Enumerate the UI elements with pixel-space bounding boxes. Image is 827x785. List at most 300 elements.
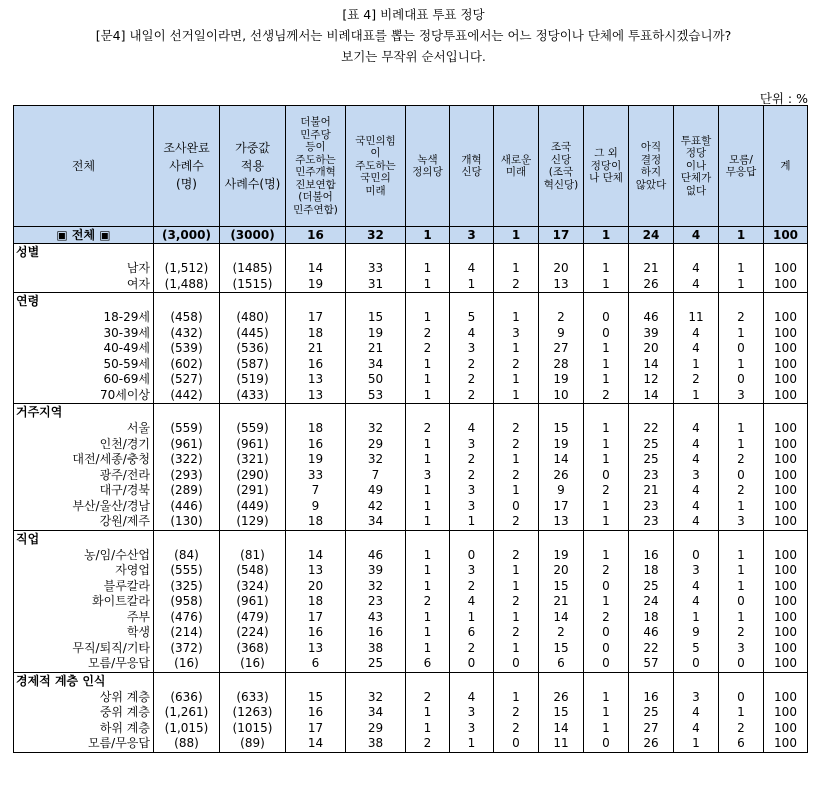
column-header-line: 진보연합 <box>295 178 336 191</box>
table-cell: 32 <box>346 452 406 468</box>
table-cell: 2 <box>674 372 719 388</box>
table-cell: 31 <box>346 277 406 293</box>
table-cell: 0 <box>719 468 764 484</box>
table-cell: 13 <box>286 563 346 579</box>
table-cell: 14 <box>286 261 346 277</box>
table-cell: (130) <box>154 514 220 530</box>
table-cell: 1 <box>584 421 629 437</box>
table-cell: (16) <box>220 656 286 672</box>
table-cell: (16) <box>154 656 220 672</box>
table-cell: 1 <box>406 357 450 373</box>
table-cell: 2 <box>719 483 764 499</box>
group-header-row <box>14 404 808 422</box>
empty-cell <box>154 672 220 690</box>
table-cell: 0 <box>719 656 764 672</box>
empty-cell <box>154 244 220 262</box>
column-header-line: 정의당 <box>412 166 443 178</box>
question-text: [문4] 내일이 선거일이라면, 선생님께서는 비례대표를 뽑는 정당투표에서는 어느 정당이나 단체에 투표하시겠습니까? <box>95 28 732 43</box>
table-cell: 100 <box>764 341 808 357</box>
empty-cell <box>539 530 584 548</box>
column-header-line: 없다 <box>685 184 707 197</box>
table-cell: 100 <box>764 548 808 564</box>
table-cell: 1 <box>406 610 450 626</box>
table-row <box>14 736 808 752</box>
table-cell: 1 <box>719 610 764 626</box>
table-cell: 29 <box>346 721 406 737</box>
table-cell: 0 <box>719 690 764 706</box>
table-cell: (433) <box>220 388 286 404</box>
table-cell: 17 <box>286 610 346 626</box>
table-row <box>14 357 808 373</box>
row-label: 상위 계층 <box>14 690 154 706</box>
table-cell: 4 <box>450 594 494 610</box>
table-cell: (519) <box>220 372 286 388</box>
table-cell: 100 <box>764 483 808 499</box>
table-cell: 5 <box>674 641 719 657</box>
header-row <box>14 106 808 227</box>
table-cell: 100 <box>764 310 808 326</box>
table-cell: (961) <box>220 594 286 610</box>
table-cell: 0 <box>584 326 629 342</box>
table-row <box>14 388 808 404</box>
table-cell: 0 <box>494 499 539 515</box>
table-cell: 23 <box>629 514 674 530</box>
table-cell: 33 <box>286 468 346 484</box>
table-cell: 4 <box>674 514 719 530</box>
table-cell: 1 <box>406 563 450 579</box>
empty-cell <box>286 530 346 548</box>
empty-cell <box>674 530 719 548</box>
table-cell: 0 <box>719 341 764 357</box>
table-cell: (539) <box>154 341 220 357</box>
table-cell: 19 <box>286 452 346 468</box>
table-cell: 32 <box>346 421 406 437</box>
table-cell: (476) <box>154 610 220 626</box>
table-cell: 4 <box>674 721 719 737</box>
table-cell: 3 <box>450 721 494 737</box>
empty-cell <box>629 530 674 548</box>
table-cell: 15 <box>539 421 584 437</box>
table-row <box>14 261 808 277</box>
table-cell: 100 <box>764 594 808 610</box>
table-cell: 4 <box>674 437 719 453</box>
table-cell: 9 <box>286 499 346 515</box>
table-row <box>14 705 808 721</box>
table-cell: 24 <box>629 227 674 244</box>
empty-cell <box>220 672 286 690</box>
table-row <box>14 563 808 579</box>
table-cell: 1 <box>719 563 764 579</box>
table-cell: 1 <box>406 277 450 293</box>
table-cell: 4 <box>450 690 494 706</box>
table-cell: 0 <box>584 625 629 641</box>
table-row <box>14 372 808 388</box>
table-cell: 15 <box>346 310 406 326</box>
table-cell: 1 <box>406 483 450 499</box>
table-row <box>14 548 808 564</box>
table-cell: 2 <box>494 721 539 737</box>
table-cell: 14 <box>286 548 346 564</box>
table-cell: 2 <box>719 452 764 468</box>
total-row <box>14 227 808 244</box>
table-row <box>14 437 808 453</box>
table-cell: (961) <box>154 437 220 453</box>
column-header-line: 않았다 <box>635 178 667 191</box>
table-cell: 2 <box>494 594 539 610</box>
table-cell: 1 <box>584 261 629 277</box>
table-cell: (1,261) <box>154 705 220 721</box>
table-cell: 43 <box>346 610 406 626</box>
table-cell: 1 <box>406 548 450 564</box>
table-cell: 100 <box>764 705 808 721</box>
table-cell: (1263) <box>220 705 286 721</box>
table-cell: 22 <box>629 421 674 437</box>
table-row <box>14 594 808 610</box>
group-label: 거주지역 <box>14 404 154 422</box>
column-header-line: 사례수(명) <box>224 177 281 191</box>
table-cell: 46 <box>629 625 674 641</box>
row-label: 60-69세 <box>14 372 154 388</box>
table-cell: 100 <box>764 499 808 515</box>
table-cell: 20 <box>539 261 584 277</box>
table-cell: (293) <box>154 468 220 484</box>
table-cell: 0 <box>584 310 629 326</box>
column-header-line: 새로운 <box>500 153 532 166</box>
table-cell: 21 <box>286 341 346 357</box>
table-cell: (3000) <box>220 227 286 244</box>
table-cell: 1 <box>406 227 450 244</box>
empty-cell <box>286 293 346 311</box>
column-header-line: 혁신당) <box>543 178 579 191</box>
empty-cell <box>406 293 450 311</box>
table-cell: 1 <box>674 610 719 626</box>
table-cell: 7 <box>286 483 346 499</box>
column-header-line: 개혁 <box>461 153 482 166</box>
table-cell: 100 <box>764 514 808 530</box>
column-header-line: 모름/ <box>729 153 753 166</box>
table-cell: 1 <box>584 437 629 453</box>
empty-cell <box>406 672 450 690</box>
table-cell: 1 <box>494 641 539 657</box>
table-cell: 3 <box>674 563 719 579</box>
table-row <box>14 452 808 468</box>
table-cell: 0 <box>674 656 719 672</box>
table-cell: 0 <box>584 736 629 752</box>
table-cell: 39 <box>629 326 674 342</box>
table-cell: (1515) <box>220 277 286 293</box>
table-cell: (480) <box>220 310 286 326</box>
row-label: 남자 <box>14 261 154 277</box>
table-cell: (321) <box>220 452 286 468</box>
column-header <box>450 106 494 227</box>
row-label: 부산/울산/경남 <box>14 499 154 515</box>
table-cell: 2 <box>494 548 539 564</box>
table-row <box>14 690 808 706</box>
table-cell: 1 <box>584 227 629 244</box>
table-cell: 24 <box>629 594 674 610</box>
table-cell: 1 <box>584 452 629 468</box>
table-cell: 2 <box>494 468 539 484</box>
table-cell: (290) <box>220 468 286 484</box>
table-cell: 50 <box>346 372 406 388</box>
table-cell: 100 <box>764 563 808 579</box>
group-label: 성별 <box>14 244 154 262</box>
group-header-row <box>14 530 808 548</box>
table-cell: 19 <box>346 326 406 342</box>
empty-cell <box>220 404 286 422</box>
table-cell: 25 <box>629 579 674 595</box>
table-cell: 9 <box>539 326 584 342</box>
table-cell: 0 <box>584 579 629 595</box>
table-cell: 1 <box>406 372 450 388</box>
column-header-line: 가중값 <box>235 141 270 155</box>
empty-cell <box>584 404 629 422</box>
row-label: 블루칼라 <box>14 579 154 595</box>
table-cell: 0 <box>584 656 629 672</box>
table-cell: 4 <box>674 705 719 721</box>
table-cell: 1 <box>450 277 494 293</box>
table-cell: 14 <box>286 736 346 752</box>
table-cell: 1 <box>584 721 629 737</box>
table-cell: 19 <box>539 548 584 564</box>
table-cell: 1 <box>406 437 450 453</box>
table-cell: 100 <box>764 656 808 672</box>
empty-cell <box>674 404 719 422</box>
table-cell: 29 <box>346 437 406 453</box>
table-cell: (587) <box>220 357 286 373</box>
table-cell: 1 <box>584 705 629 721</box>
table-cell: 2 <box>539 310 584 326</box>
row-label: 70세이상 <box>14 388 154 404</box>
table-cell: 3 <box>450 437 494 453</box>
empty-cell <box>584 672 629 690</box>
table-cell: 4 <box>674 579 719 595</box>
table-cell: 14 <box>629 357 674 373</box>
table-cell: 3 <box>674 690 719 706</box>
table-cell: 49 <box>346 483 406 499</box>
table-cell: 100 <box>764 326 808 342</box>
table-cell: 1 <box>406 641 450 657</box>
row-label: 서울 <box>14 421 154 437</box>
column-header-line: (명) <box>176 177 197 191</box>
empty-cell <box>450 244 494 262</box>
table-cell: 1 <box>584 594 629 610</box>
column-header-line: 조사완료 <box>163 141 210 155</box>
column-header-line: 신당 <box>461 166 482 178</box>
table-cell: 3 <box>719 514 764 530</box>
column-header-line: 신당 <box>550 153 572 166</box>
empty-cell <box>220 244 286 262</box>
table-cell: 16 <box>286 625 346 641</box>
row-label: 여자 <box>14 277 154 293</box>
table-row <box>14 721 808 737</box>
table-cell: 2 <box>719 625 764 641</box>
table-cell: (442) <box>154 388 220 404</box>
table-cell: 0 <box>450 548 494 564</box>
empty-cell <box>584 293 629 311</box>
table-row <box>14 579 808 595</box>
table-cell: 1 <box>494 610 539 626</box>
column-header <box>406 106 450 227</box>
table-cell: 1 <box>674 736 719 752</box>
table-cell: 1 <box>584 514 629 530</box>
empty-cell <box>346 404 406 422</box>
empty-cell <box>450 530 494 548</box>
table-cell: (214) <box>154 625 220 641</box>
table-cell: 100 <box>764 641 808 657</box>
table-cell: 1 <box>719 437 764 453</box>
table-cell: 1 <box>584 499 629 515</box>
column-header <box>346 106 406 227</box>
table-cell: 17 <box>286 721 346 737</box>
group-header-row <box>14 244 808 262</box>
table-cell: 18 <box>286 326 346 342</box>
column-header-line: 단체가 <box>680 172 712 185</box>
column-header-line: 주도하는 <box>355 159 396 172</box>
table-cell: 5 <box>450 310 494 326</box>
column-header-line: 민주당 <box>300 128 331 141</box>
table-cell: 4 <box>450 261 494 277</box>
table-cell: 1 <box>719 548 764 564</box>
table-cell: 3 <box>450 499 494 515</box>
table-cell: 26 <box>629 736 674 752</box>
table-cell: (89) <box>220 736 286 752</box>
column-header <box>286 106 346 227</box>
table-cell: 0 <box>584 468 629 484</box>
table-cell: 2 <box>406 341 450 357</box>
table-cell: 4 <box>674 261 719 277</box>
table-cell: 16 <box>286 357 346 373</box>
table-cell: 2 <box>494 625 539 641</box>
row-label: 40-49세 <box>14 341 154 357</box>
table-cell: 3 <box>450 227 494 244</box>
group-header-row <box>14 672 808 690</box>
table-cell: 9 <box>674 625 719 641</box>
table-cell: 4 <box>674 499 719 515</box>
table-cell: (324) <box>220 579 286 595</box>
table-cell: 4 <box>674 326 719 342</box>
column-header-line: 하지 <box>640 166 662 178</box>
table-cell: 16 <box>629 690 674 706</box>
table-cell: 18 <box>286 594 346 610</box>
table-cell: 1 <box>494 261 539 277</box>
table-cell: 1 <box>584 341 629 357</box>
table-cell: 1 <box>406 388 450 404</box>
table-cell: (548) <box>220 563 286 579</box>
table-cell: 13 <box>286 641 346 657</box>
table-row <box>14 468 808 484</box>
table-cell: 2 <box>584 610 629 626</box>
table-cell: 14 <box>539 452 584 468</box>
table-cell: 28 <box>539 357 584 373</box>
table-cell: 3 <box>719 641 764 657</box>
table-cell: 32 <box>346 690 406 706</box>
table-cell: 1 <box>674 357 719 373</box>
table-cell: (81) <box>220 548 286 564</box>
table-row <box>14 514 808 530</box>
table-cell: 25 <box>629 705 674 721</box>
table-row <box>14 341 808 357</box>
table-cell: 2 <box>406 421 450 437</box>
table-cell: 2 <box>494 277 539 293</box>
table-cell: 1 <box>494 372 539 388</box>
table-cell: (958) <box>154 594 220 610</box>
row-label: ▣ 전체 ▣ <box>14 227 154 244</box>
empty-cell <box>629 293 674 311</box>
table-cell: (479) <box>220 610 286 626</box>
table-cell: 4 <box>674 421 719 437</box>
table-cell: (325) <box>154 579 220 595</box>
table-cell: 2 <box>406 690 450 706</box>
table-cell: (372) <box>154 641 220 657</box>
row-label: 모름/무응답 <box>14 656 154 672</box>
table-cell: 2 <box>406 594 450 610</box>
table-cell: 100 <box>764 261 808 277</box>
table-cell: 16 <box>286 227 346 244</box>
table-cell: (449) <box>220 499 286 515</box>
table-cell: 1 <box>406 499 450 515</box>
table-cell: 22 <box>629 641 674 657</box>
table-cell: 21 <box>539 594 584 610</box>
column-header-line: 이 <box>370 147 381 160</box>
table-cell: 1 <box>719 261 764 277</box>
table-cell: 13 <box>539 514 584 530</box>
table-cell: 11 <box>539 736 584 752</box>
table-cell: 6 <box>406 656 450 672</box>
table-cell: 100 <box>764 579 808 595</box>
table-cell: 3 <box>450 705 494 721</box>
table-cell: 17 <box>539 227 584 244</box>
table-cell: 53 <box>346 388 406 404</box>
table-cell: 100 <box>764 421 808 437</box>
table-cell: 14 <box>539 721 584 737</box>
column-header <box>719 106 764 227</box>
empty-cell <box>346 672 406 690</box>
table-cell: (432) <box>154 326 220 342</box>
column-header <box>584 106 629 227</box>
table-row <box>14 625 808 641</box>
table-cell: 26 <box>539 468 584 484</box>
table-cell: 18 <box>629 610 674 626</box>
group-header-row <box>14 293 808 311</box>
table-cell: 14 <box>539 610 584 626</box>
table-cell: (1,512) <box>154 261 220 277</box>
table-cell: 1 <box>450 514 494 530</box>
table-cell: 19 <box>539 372 584 388</box>
table-cell: 7 <box>346 468 406 484</box>
table-cell: 17 <box>286 310 346 326</box>
table-cell: 2 <box>494 514 539 530</box>
column-header-line: 국민의힘 <box>355 134 396 147</box>
column-header-line: 결정 <box>640 153 662 166</box>
table-cell: (458) <box>154 310 220 326</box>
empty-cell <box>629 672 674 690</box>
table-cell: 2 <box>719 310 764 326</box>
column-header-line: 정당 <box>685 147 707 160</box>
table-cell: 6 <box>286 656 346 672</box>
table-cell: (368) <box>220 641 286 657</box>
table-cell: 57 <box>629 656 674 672</box>
table-cell: 13 <box>286 388 346 404</box>
table-cell: 1 <box>719 499 764 515</box>
table-cell: (129) <box>220 514 286 530</box>
table-cell: 32 <box>346 227 406 244</box>
empty-cell <box>629 404 674 422</box>
table-cell: 0 <box>494 736 539 752</box>
table-cell: 3 <box>450 483 494 499</box>
table-cell: 3 <box>494 326 539 342</box>
table-cell: 12 <box>629 372 674 388</box>
